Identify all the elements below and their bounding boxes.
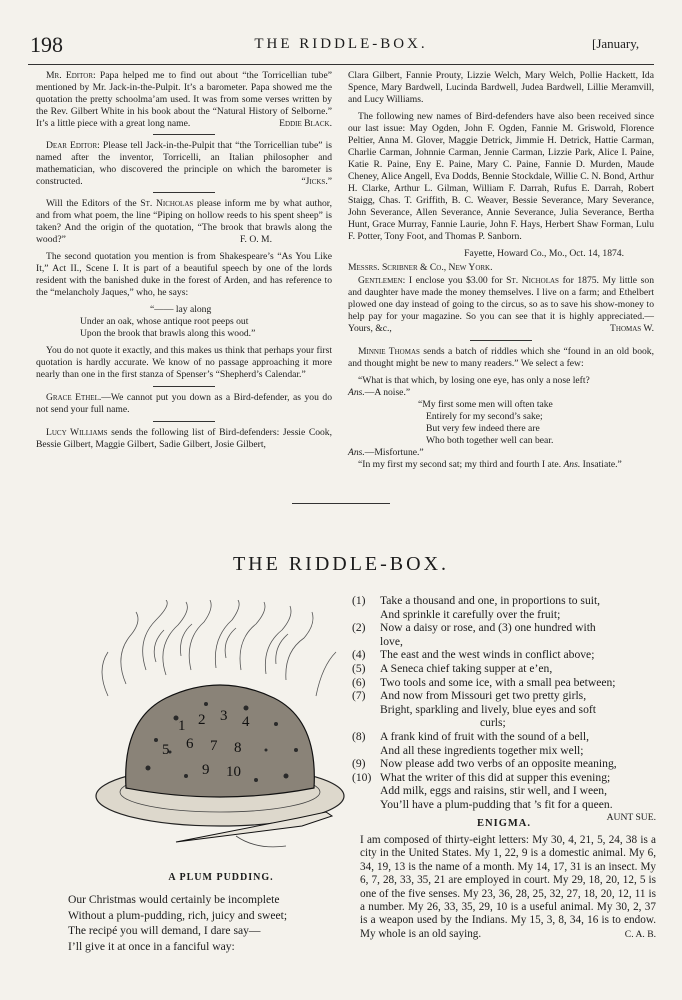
puzzle-signature: AUNT SUE.: [606, 811, 656, 823]
dateline: Fayette, Howard Co., Mo., Oct. 14, 1874.: [464, 248, 624, 259]
puzzle-line: The east and the west winds in conflict above;: [380, 648, 595, 662]
item-number: (10): [352, 770, 372, 784]
item-number: (1): [352, 594, 366, 607]
signature: F. O. M.: [239, 234, 272, 245]
puzzle-line: Two tools and some ice, with a small pea between;: [380, 675, 616, 689]
left-column: [36, 70, 332, 456]
puzzle-line: And now from Missouri get two pretty girls,: [380, 689, 587, 703]
right-column: [348, 70, 654, 476]
salutation: Gentlemen: [358, 275, 403, 286]
letter-thomas: [348, 275, 654, 335]
separator: [153, 134, 215, 135]
num-4: 4: [242, 714, 250, 730]
lucy-list: [36, 427, 332, 451]
item-number: (9): [352, 757, 366, 771]
riddle-question: “In my first my second sat; my third and fourth I ate.: [358, 459, 562, 470]
page-number: 198: [30, 32, 63, 57]
poem-line: Without a plum-pudding, rich, juicy and sweet;: [68, 908, 288, 922]
magazine-name: St. Nicholas: [140, 198, 194, 209]
puzzle-item: [352, 621, 656, 648]
num-7: 7: [210, 738, 218, 754]
puzzle-item: [352, 648, 656, 662]
num-2: 2: [198, 712, 206, 728]
num-9: 9: [202, 762, 210, 778]
new-names: The following new names of Bird-defenders have also been received since our last issue: May Ogden, John F. Ogden, Fannie M. Griswold, Florence Peltier, Anna M. Glover, Maggie Detrick, Jimmie H. Detrick, Hattie Carman, Charlie Carman, Johnnie Carman, Jennie Carman, Lizzie Park, Alice I. Paine, Katie R. Paine, Eny E. Paine, Mary C. Paine, Fannie D. Murden, Maude Cheney, Alice Angell, Eva Dodds, Bennie Stockdale, Willie C. N. Bond, Arthur H. Clarke, Arthur L. Gilman, William F. Darrah, Rufus E. Darrah, Robert Staigg, Chas. T. Griffith, B. C. Weaver, Bessie Severance, Mary Severance, John Severance, Allen Severance, Annie Severance, Julia Severance, Bertha Hunt, Grace Murray, Fannie Laurie, John F. Hays, Herbert Shaw Forman, Lulu F. Potter, Tony Foot, and Thomas P. Sanborn.: [348, 111, 654, 242]
name: Grace Ethel: [46, 392, 99, 403]
magazine-name: St. Nicholas: [506, 275, 559, 286]
verse-line: Who both together well can bear.: [426, 435, 554, 446]
puzzle-line: And all these ingredients together mix well;: [380, 743, 584, 757]
riddle-2-verse: [418, 399, 654, 447]
poem-line: I’ll give it at once in a fanciful way:: [68, 939, 235, 953]
salutation: Mr. Editor: [46, 70, 93, 81]
puzzle-line: love,: [380, 634, 403, 648]
puzzle-item: [352, 689, 656, 730]
num-3: 3: [220, 708, 228, 724]
header-rule: [28, 64, 654, 65]
signature: Thomas W.: [610, 323, 654, 334]
verse-line: “My first some men will often take: [418, 399, 553, 410]
intro-body: sends a batch of riddles which she “found in an old book, and thought might be new to many readers.” We select a few:: [348, 346, 654, 369]
letter-body: please inform me by what author, and from what poem, the line “Piping on hollow reeds to his spent sheep” is taken? And the origin of the quotation, “The brook that brawls along the wood?”: [36, 198, 332, 245]
addressee: Messrs. Scribner & Co., New York.: [348, 262, 493, 273]
list-body: sends the following list of Bird-defenders: Jessie Cook, Bessie Gilbert, Maggie Gilbert, Sadie Gilbert, Josie Gilbert,: [36, 427, 333, 450]
salutation: Dear Editor: [46, 140, 98, 151]
verse-line: But very few indeed there are: [426, 423, 540, 434]
editor-reply: The second quotation you mention is from Shakespeare’s “As You Like It,” Act II., Scene I. It is part of a beautiful speech by one of the lords resident with the banished duke in the forest of Arden, and has reference to the “melancholy Jaques,” who, he says:: [36, 251, 332, 298]
puzzle-line: And sprinkle it carefully over the fruit;: [380, 607, 561, 621]
verse-line: Entirely for my second’s sake;: [426, 411, 543, 422]
item-number: (4): [352, 648, 366, 662]
separator: [470, 340, 532, 341]
riddle-answer: —Misfortune.”: [364, 447, 424, 458]
puzzle-line: You’ll have a plum-pudding that ’s fit for a queen.: [380, 797, 613, 811]
pudding: [126, 685, 315, 797]
riddle-question: “What is that which, by losing one eye, has only a nose left?: [358, 375, 590, 386]
puzzle-line: Now a daisy or rose, and (3) one hundred with: [380, 621, 596, 635]
signature: “Jicks.”: [301, 176, 332, 187]
minnie-intro: [348, 346, 654, 370]
plum-pudding-illustration: [86, 600, 354, 866]
section-rule: [292, 503, 390, 504]
letter-body: : I enclose you $3.00 for: [402, 275, 507, 286]
separator: [153, 421, 215, 422]
riddle-answer: Insatiate.”: [582, 459, 622, 470]
answer-label: Ans.: [348, 447, 365, 458]
puzzle-line: Add milk, eggs and raisins, stir well, and I ween,: [380, 784, 608, 798]
signature: Eddie Black.: [279, 118, 332, 129]
num-5: 5: [162, 742, 170, 758]
pudding-puzzle: [352, 594, 656, 823]
list-continued: Clara Gilbert, Fannie Prouty, Lizzie Welch, Mary Welch, Pollie Hackett, Ida Spence, Mary Bardwell, Lucinda Bardwell, Judea Bardwell, Lillie Meramvill, and Lucy Williams.: [348, 70, 654, 105]
letter-body: : Please tell Jack-in-the-Pulpit that “the Torricellian tube” is named after the inventor, Torricelli, an Italian philosopher and mathematician, who discovered the principle on which the barometer is constructed.: [36, 140, 332, 187]
section-title: THE RIDDLE-BOX.: [232, 553, 450, 575]
letter-body: Will the Editors of the: [46, 198, 141, 209]
editor-reply-2: You do not quote it exactly, and this makes us think that perhaps your first quotation is hardly accurate. We know of no passage approaching it more nearly than one in the first stanza of Spenser’s “Shepherd’s Calendar.”: [36, 345, 332, 380]
item-number: (2): [352, 621, 366, 635]
puzzle-item: [352, 771, 656, 812]
enigma-title: ENIGMA.: [477, 818, 531, 829]
riddle-3: [348, 459, 654, 471]
verse-line: Under an oak, whose antique root peeps out: [80, 316, 249, 327]
puzzle-line: Bright, sparkling and lively, blue eyes and soft: [380, 702, 596, 716]
issue-month: [January,: [592, 36, 640, 51]
reply-body: .—We cannot put you down as a Bird-defender, as you do not send your full name.: [36, 392, 332, 415]
enigma-body: I am composed of thirty-eight letters: My 30, 4, 21, 5, 24, 38 is a city in the United States. My 1, 22, 9 is a domestic animal. My 6, 34, 19, 13 is the name of a month. My 14, 17, 31 is an insect. My 6, 7, 28, 33, 35, 21 are employed in court. My 29, 18, 20, 12, 5 is one of the five senses. My 23, 36, 28, 25, 32, 27, 18, 20, 12, 11 is a number. My 26, 33, 35, 29, 10 is a useful animal. My 30, 2, 37 is a weapon used by the Indians. My 15, 3, 8, 34, 16 is to endow. My whole is an old saying.: [360, 834, 656, 940]
puzzle-line: Now please add two verbs of an opposite meaning,: [380, 757, 617, 771]
puzzle-item: [352, 676, 656, 690]
answer-label: Ans.: [348, 387, 365, 398]
num-10: 10: [226, 764, 241, 780]
separator: [153, 192, 215, 193]
riddle-2-answer: [348, 447, 654, 459]
shakespeare-verse: [80, 304, 332, 340]
riddle-answer: —A noise.”: [364, 387, 411, 398]
riddle-1: [348, 375, 654, 399]
enigma: [360, 834, 656, 941]
intro-poem: [68, 892, 348, 954]
separator: [153, 386, 215, 387]
puzzle-item: [352, 594, 656, 621]
item-number: (7): [352, 689, 366, 703]
puzzle-item: [352, 662, 656, 676]
name: Minnie Thomas: [358, 346, 420, 357]
num-8: 8: [234, 740, 242, 756]
item-number: (8): [352, 729, 366, 743]
poem-line: Our Christmas would certainly be incomplete: [68, 893, 280, 906]
answer-label: Ans.: [563, 459, 581, 470]
puzzle-line: A Seneca chief taking supper at e’en,: [380, 661, 553, 675]
num-6: 6: [186, 736, 194, 752]
letter-body: for 1875. My little son and daughter have made the money themselves. I live on a farm; and Ethelbert plowed one day instead of going to the circus, so as to save his show-money to help pay for your magazine. So you can see that it is highly appreciated.—Yours, &c.,: [348, 275, 655, 334]
puzzle-item: [352, 757, 656, 771]
reply-grace: [36, 392, 332, 416]
enigma-signature: C. A. B.: [624, 928, 656, 940]
puzzle-line: Take a thousand and one, in proportions to suit,: [380, 594, 601, 607]
name: Lucy Williams: [46, 427, 108, 438]
running-title: THE RIDDLE-BOX.: [254, 36, 428, 52]
item-number: (5): [352, 661, 366, 675]
puzzle-line: A frank kind of fruit with the sound of a bell,: [380, 729, 589, 743]
puzzle-item: [352, 730, 656, 757]
steam-lines: [102, 600, 336, 696]
verse-line: Upon the brook that brawls along this wood.”: [80, 328, 256, 339]
letter-body: : Papa helped me to find out about “the Torricellian tube” mentioned by Mr. Jack-in-the-Pulpit. It’s a barometer. Papa showed me the quotation the pretty schoolma’am used. It was from some verses written by the Rev. Gilbert White in his book about the “Natural History of Selborne.” It’s a little piece with a great long name.: [36, 70, 332, 129]
num-1: 1: [178, 718, 186, 734]
verse-line: “—— lay along: [150, 304, 212, 315]
puzzle-line: curls;: [480, 716, 506, 730]
poem-line: The recipé you will demand, I dare say—: [68, 924, 261, 937]
illustration-caption: A PLUM PUDDING.: [168, 872, 274, 883]
item-number: (6): [352, 675, 366, 689]
puzzle-line: What the writer of this did at supper this evening;: [380, 770, 611, 784]
